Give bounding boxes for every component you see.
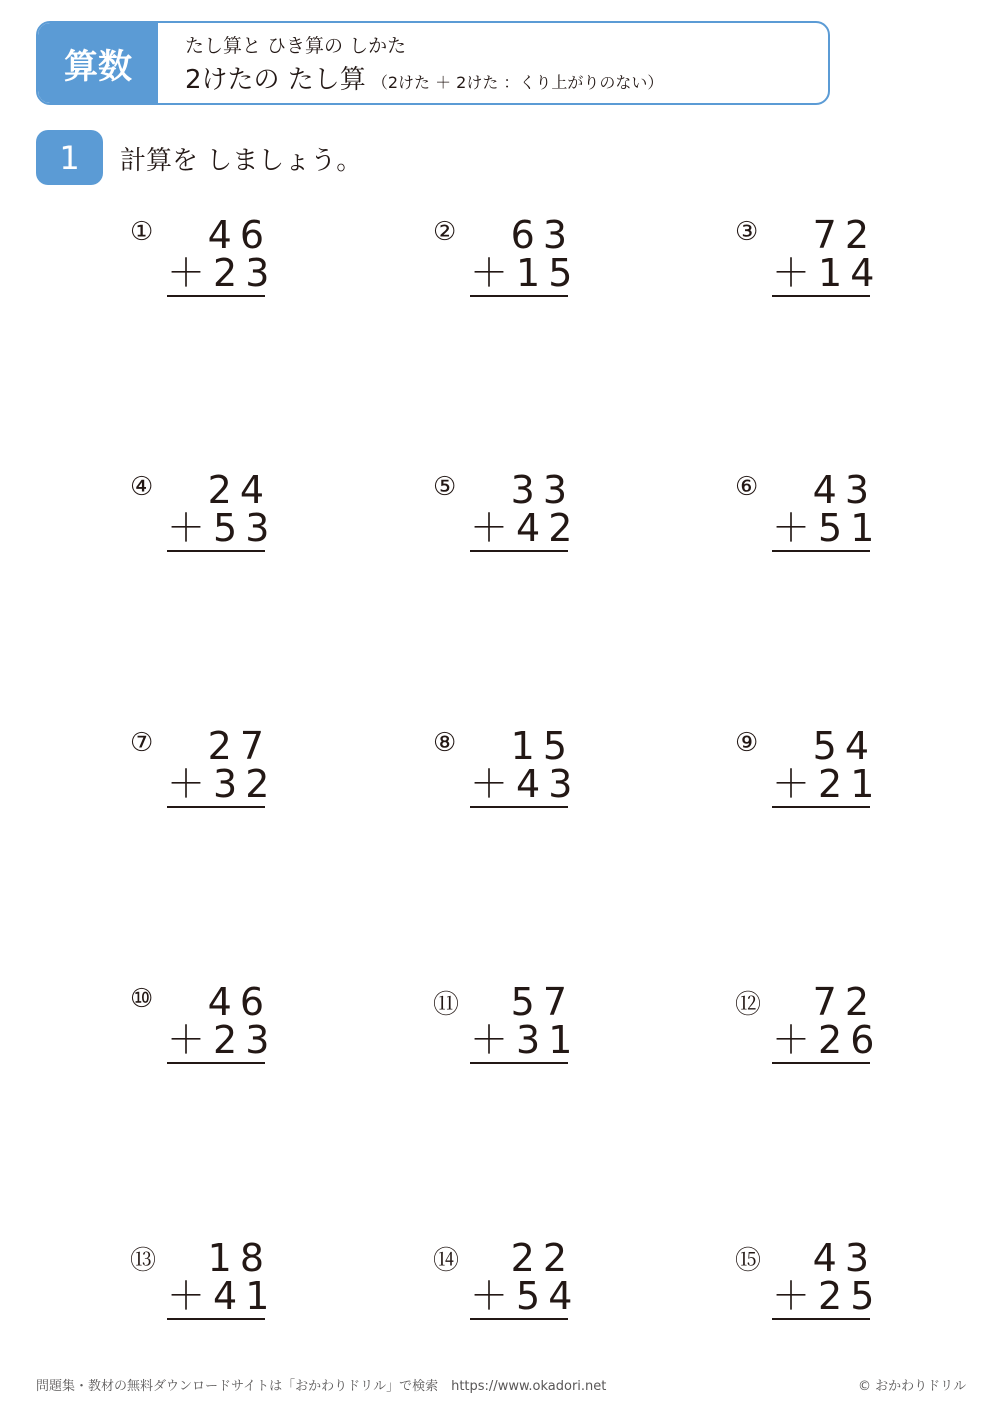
plus-sign: ＋ xyxy=(470,1274,517,1318)
problem-number: ③ xyxy=(735,217,759,247)
plus-sign: ＋ xyxy=(167,251,214,295)
first-addend: 22 xyxy=(510,1236,575,1280)
second-addend: 32 xyxy=(213,762,278,806)
answer-line xyxy=(470,1062,568,1064)
first-addend: 15 xyxy=(510,724,575,768)
plus-sign: ＋ xyxy=(772,506,819,550)
first-addend: 46 xyxy=(207,980,272,1024)
answer-line xyxy=(772,550,870,552)
addition-problem xyxy=(433,982,583,1077)
second-addend: 23 xyxy=(213,1018,278,1062)
addition-problem xyxy=(433,1238,583,1333)
answer-line xyxy=(772,1318,870,1320)
addition-problem xyxy=(130,215,280,310)
second-addend-line xyxy=(470,508,580,548)
second-addend: 14 xyxy=(818,251,883,295)
plus-sign: ＋ xyxy=(470,762,517,806)
header-subtitle: たし算と ひき算の しかた xyxy=(185,35,407,57)
problem-number: ⑨ xyxy=(735,728,759,758)
addition-problem xyxy=(735,982,885,1077)
problem-number: ⑬ xyxy=(130,1246,157,1276)
answer-line xyxy=(167,550,265,552)
answer-line xyxy=(167,295,265,297)
problem-number: ② xyxy=(433,217,457,247)
addition-problem xyxy=(433,215,583,310)
plus-sign: ＋ xyxy=(167,506,214,550)
second-addend: 21 xyxy=(818,762,883,806)
second-addend-line xyxy=(772,1020,882,1060)
addition-problem xyxy=(735,215,885,310)
second-addend-line xyxy=(167,508,277,548)
answer-line xyxy=(772,295,870,297)
second-addend-line xyxy=(772,764,882,804)
answer-line xyxy=(470,1318,568,1320)
first-addend: 43 xyxy=(812,1236,877,1280)
second-addend: 31 xyxy=(516,1018,581,1062)
answer-line xyxy=(772,1062,870,1064)
second-addend-line xyxy=(167,253,277,293)
second-addend-line xyxy=(470,253,580,293)
second-addend: 43 xyxy=(516,762,581,806)
problem-number: ⑫ xyxy=(735,990,762,1020)
second-addend-line xyxy=(470,1020,580,1060)
answer-line xyxy=(167,1318,265,1320)
addition-problem xyxy=(130,1238,280,1333)
answer-line xyxy=(167,806,265,808)
second-addend-line xyxy=(470,1276,580,1316)
plus-sign: ＋ xyxy=(167,1018,214,1062)
problem-number: ⑭ xyxy=(433,1246,460,1276)
addition-problem xyxy=(433,726,583,821)
second-addend: 53 xyxy=(213,506,278,550)
problem-number: ⑥ xyxy=(735,472,759,502)
answer-line xyxy=(167,1062,265,1064)
problem-number: ① xyxy=(130,217,154,247)
subject-tab: 算数 xyxy=(38,23,158,103)
first-addend: 72 xyxy=(812,213,877,257)
second-addend-line xyxy=(470,764,580,804)
second-addend-line xyxy=(772,1276,882,1316)
title-note: （2けた ＋ 2けた ：くり上がりのない） xyxy=(371,73,664,92)
first-addend: 18 xyxy=(207,1236,272,1280)
first-addend: 54 xyxy=(812,724,877,768)
first-addend: 43 xyxy=(812,468,877,512)
first-addend: 33 xyxy=(510,468,575,512)
answer-line xyxy=(470,806,568,808)
plus-sign: ＋ xyxy=(470,506,517,550)
first-addend: 46 xyxy=(207,213,272,257)
second-addend-line xyxy=(167,1276,277,1316)
addition-problem xyxy=(735,470,885,565)
addition-problem xyxy=(735,1238,885,1333)
second-addend: 54 xyxy=(516,1274,581,1318)
second-addend: 42 xyxy=(516,506,581,550)
first-addend: 57 xyxy=(510,980,575,1024)
first-addend: 24 xyxy=(207,468,272,512)
second-addend-line xyxy=(772,253,882,293)
problem-number: ⑮ xyxy=(735,1246,762,1276)
problem-number: ④ xyxy=(130,472,154,502)
plus-sign: ＋ xyxy=(167,762,214,806)
addition-problem xyxy=(130,470,280,565)
plus-sign: ＋ xyxy=(772,762,819,806)
problem-number: ⑩ xyxy=(130,984,154,1014)
answer-line xyxy=(772,806,870,808)
question-number-badge: 1 xyxy=(36,130,103,185)
title-main: 2けたの たし算 xyxy=(185,65,366,95)
plus-sign: ＋ xyxy=(772,1018,819,1062)
problem-number: ⑦ xyxy=(130,728,154,758)
plus-sign: ＋ xyxy=(167,1274,214,1318)
second-addend-line xyxy=(772,508,882,548)
problem-number: ⑤ xyxy=(433,472,457,502)
addition-problem xyxy=(130,726,280,821)
plus-sign: ＋ xyxy=(772,251,819,295)
problem-number: ⑧ xyxy=(433,728,457,758)
addition-problem xyxy=(433,470,583,565)
second-addend: 51 xyxy=(818,506,883,550)
plus-sign: ＋ xyxy=(772,1274,819,1318)
worksheet-header xyxy=(36,21,830,105)
problem-number: ⑪ xyxy=(433,990,460,1020)
second-addend: 15 xyxy=(516,251,581,295)
second-addend: 26 xyxy=(818,1018,883,1062)
second-addend: 41 xyxy=(213,1274,278,1318)
second-addend: 23 xyxy=(213,251,278,295)
addition-problem xyxy=(130,982,280,1077)
answer-line xyxy=(470,550,568,552)
second-addend-line xyxy=(167,764,277,804)
first-addend: 27 xyxy=(207,724,272,768)
second-addend: 25 xyxy=(818,1274,883,1318)
instruction-text: 計算を しましょう。 xyxy=(120,146,363,176)
first-addend: 72 xyxy=(812,980,877,1024)
first-addend: 63 xyxy=(510,213,575,257)
footer-copyright: © おかわりドリル xyxy=(858,1379,967,1394)
answer-line xyxy=(470,295,568,297)
page-title xyxy=(185,59,663,96)
addition-problem xyxy=(735,726,885,821)
second-addend-line xyxy=(167,1020,277,1060)
footer-site-text: 問題集・教材の無料ダウンロードサイトは「おかわりドリル」で検索 https://www.okadori.net xyxy=(36,1379,607,1394)
plus-sign: ＋ xyxy=(470,251,517,295)
plus-sign: ＋ xyxy=(470,1018,517,1062)
